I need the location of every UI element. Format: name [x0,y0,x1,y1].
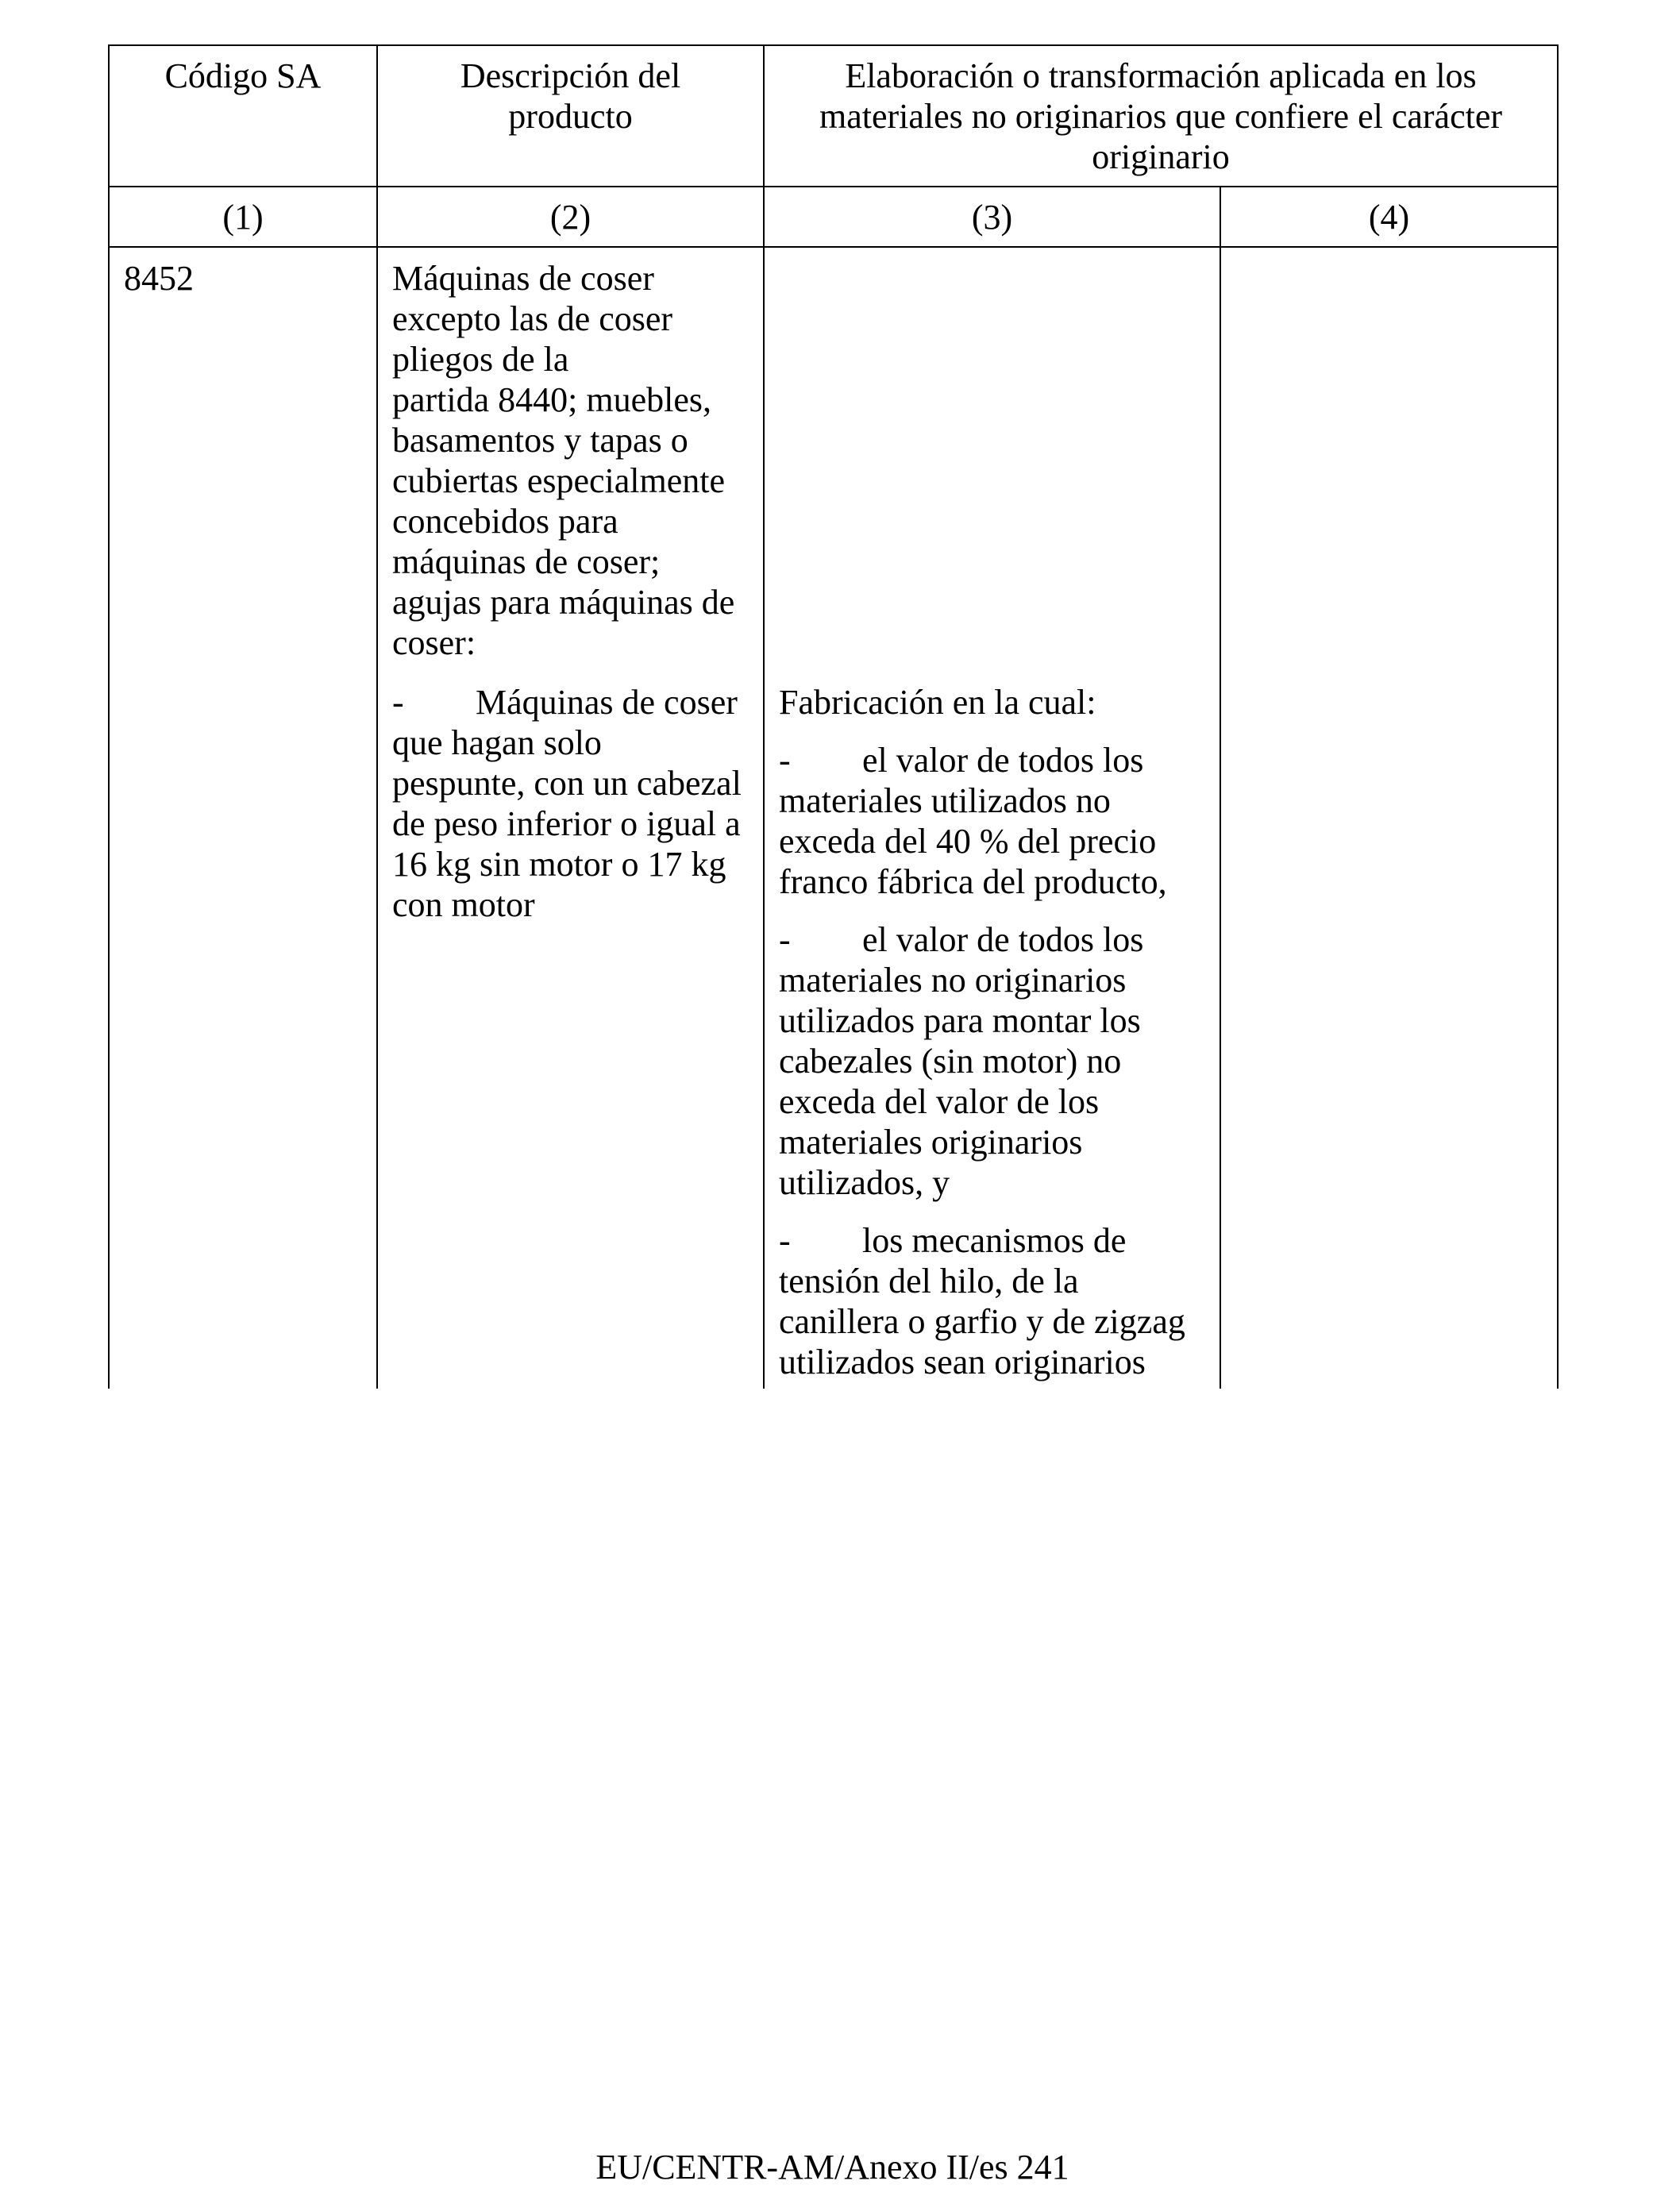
product-subheading-text: Máquinas de coser que hagan solo pespunte, con un cabezal de peso inferior o igual a 16 kg sin motor o 17 kg con motor [392,683,742,924]
header-processing: Elaboración o transformación aplicada en los materiales no originarios que confiere el carácter originario [764,45,1558,187]
page-footer: EU/CENTR-AM/Anexo II/es 241 [595,2148,1069,2187]
header-row [109,45,1558,187]
hs-code-cell [109,247,377,672]
processing-condition [779,1220,1212,1382]
column-4-cell [1220,247,1558,672]
processing-cell [764,672,1220,1389]
column-number-row [109,187,1558,247]
processing-condition-text: el valor de todos los materiales no originarios utilizados para montar los cabezales (sin motor) no exceda del valor de los materiales originarios utilizados, y [779,920,1144,1202]
list-dash: - [779,741,791,780]
processing-condition [779,919,1212,1203]
column-number-3: (3) [764,187,1220,247]
header-description: Descripción del producto [377,45,764,187]
rules-of-origin-table [108,44,1559,1389]
header-code: Código SA [109,45,377,187]
column-number-1: (1) [109,187,377,247]
processing-condition-text: el valor de todos los materiales utilizados no exceda del 40 % del precio franco fábrica del producto, [779,741,1167,901]
list-dash: - [779,1221,791,1260]
hs-code-cell [109,672,377,1389]
table-row [109,672,1558,1389]
processing-intro: Fabricación en la cual: [779,683,1096,722]
column-4-cell [1220,672,1558,1389]
product-description: Máquinas de coser excepto las de coser pliegos de la partida 8440; muebles, basamentos y tapas o cubiertas especialmente concebidos para máquinas de coser; agujas para máquinas de coser: [392,259,735,662]
column-number-2: (2) [377,187,764,247]
column-number-4: (4) [1220,187,1558,247]
product-subheading [392,682,755,925]
hs-code: 8452 [124,259,194,298]
product-description-cell [377,672,764,1389]
processing-condition [779,740,1212,902]
list-dash: - [779,920,791,959]
table-row [109,247,1558,672]
processing-condition-text: los mecanismos de tensión del hilo, de la canillera o garfio y de zigzag utilizados sean originarios [779,1221,1185,1381]
processing-cell [764,247,1220,672]
product-description-cell [377,247,764,672]
list-dash: - [392,683,404,722]
